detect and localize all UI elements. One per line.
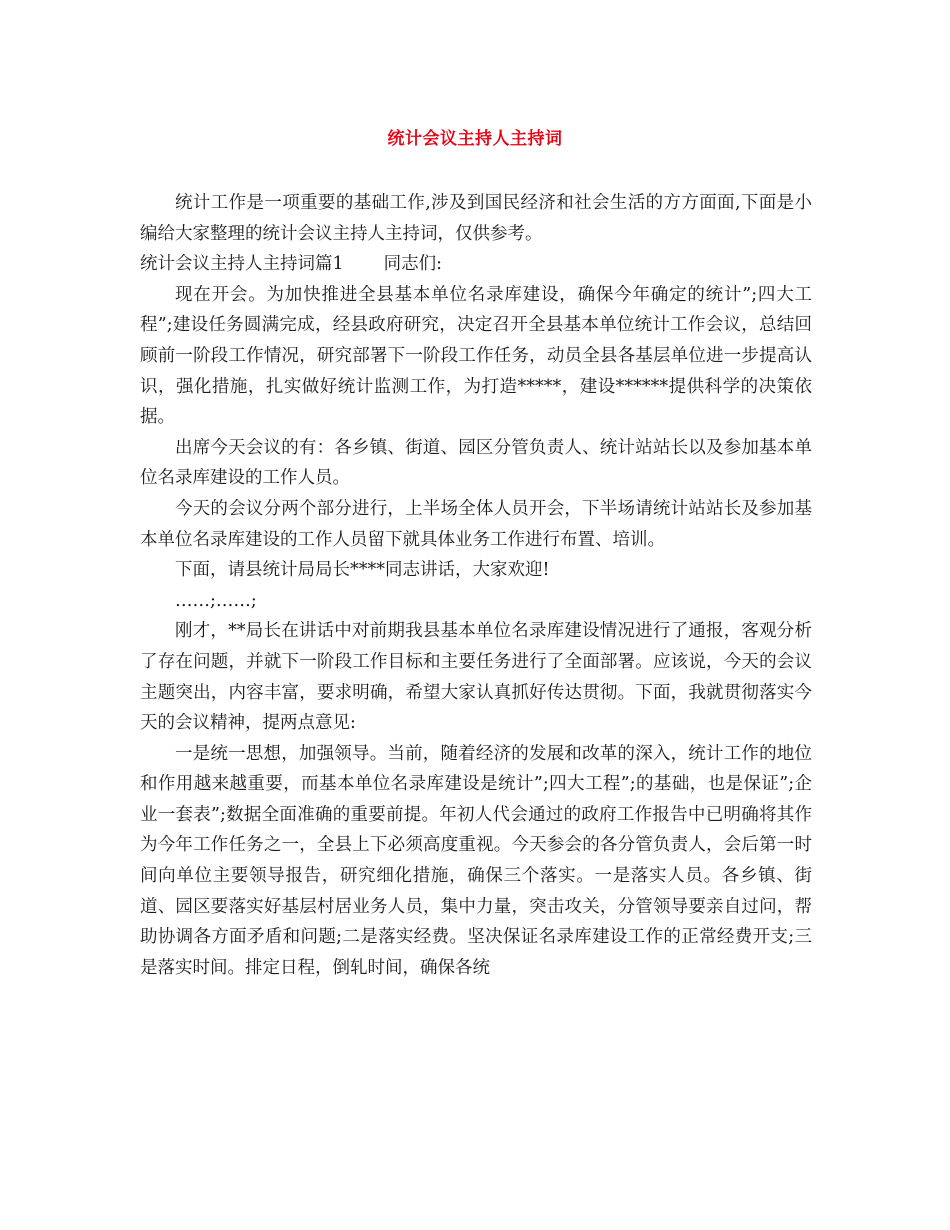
- body-paragraph: 现在开会。为加快推进全县基本单位名录库建设，确保今年确定的统计”;四大工程”;建设任务圆满完成，经县政府研究，决定召开全县基本单位统计工作会议，总结回顾前一阶段工作情况，研究部署下一阶段工作任务，动员全县各基层单位进一步提高认识，强化措施，扎实做好统计监测工作，为打造*****，建设******提供科学的决策依据。: [140, 284, 812, 428]
- body-paragraph: 出席今天会议的有：各乡镇、街道、园区分管负责人、统计站站长以及参加基本单位名录库建设的工作人员。: [140, 437, 812, 489]
- section-heading: 统计会议主持人主持词篇1: [140, 254, 344, 275]
- document-body: [140, 188, 812, 983]
- body-paragraph: 今天的会议分两个部分进行，上半场全体人员开会，下半场请统计站站长及参加基本单位名录库建设的工作人员留下就具体业务工作进行布置、培训。: [140, 498, 812, 550]
- body-paragraph: 下面，请县统计局局长****同志讲话，大家欢迎!: [175, 560, 550, 581]
- body-paragraph: ……;……;: [175, 590, 257, 611]
- intro-paragraph: 统计工作是一项重要的基础工作,涉及到国民经济和社会生活的方方面面,下面是小编给大家整理的统计会议主持人主持词，仅供参考。: [140, 193, 812, 244]
- document-title: 统计会议主持人主持词: [387, 129, 563, 149]
- body-paragraph: 刚才，**局长在讲话中对前期我县基本单位名录库建设情况进行了通报，客观分析了存在问题，并就下一阶段工作目标和主要任务进行了全面部署。应该说，今天的会议主题突出，内容丰富，要求明确，希望大家认真抓好传达贯彻。下面，我就贯彻落实今天的会议精神，提两点意见:: [140, 621, 812, 734]
- section-heading-line: [140, 249, 812, 280]
- salutation: 同志们:: [383, 254, 443, 275]
- body-paragraph: 一是统一思想，加强领导。当前，随着经济的发展和改革的深入，统计工作的地位和作用越来越重要，而基本单位名录库建设是统计”;四大工程”;的基础，也是保证”;企业一套表”;数据全面准确的重要前提。年初人代会通过的政府工作报告中已明确将其作为今年工作任务之一，全县上下必须高度重视。今天参会的各分管负责人，会后第一时间向单位主要领导报告，研究细化措施，确保三个落实。一是落实人员。各乡镇、街道、园区要落实好基层村居业务人员，集中力量，突击攻关，分管领导要亲自过问，帮助协调各方面矛盾和问题;二是落实经费。坚决保证名录库建设工作的正常经费开支;三是落实时间。排定日程，倒轧时间，确保各统: [140, 743, 812, 978]
